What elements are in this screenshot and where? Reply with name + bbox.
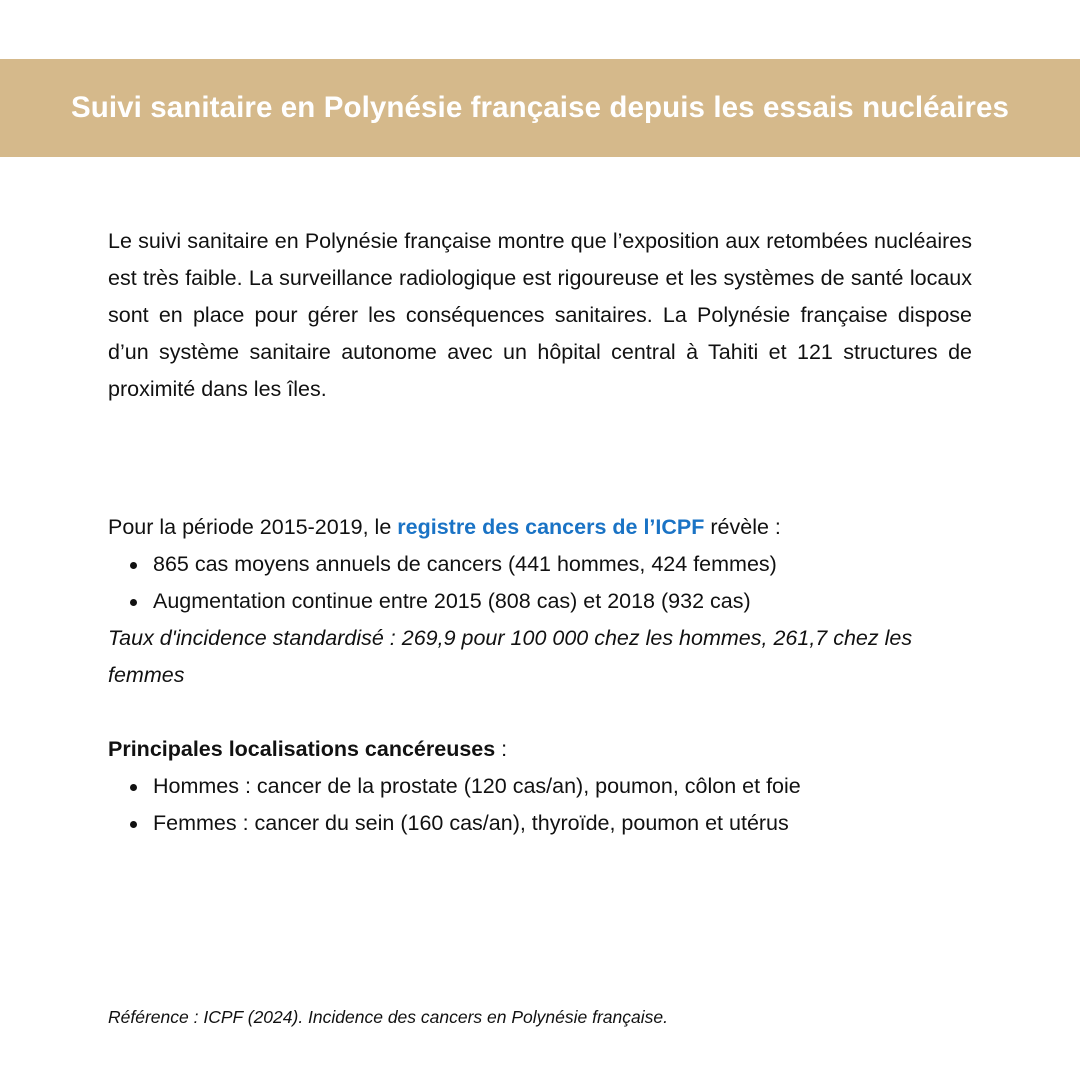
- stats-lead-after: révèle :: [704, 515, 781, 539]
- stats-list: [108, 546, 972, 620]
- incidence-note: Taux d'incidence standardisé : 269,9 pour 100 000 chez les hommes, 261,7 chez les femmes: [108, 626, 913, 687]
- localisations-heading: Principales localisations cancéreuses: [108, 737, 496, 761]
- localisations-section: [108, 731, 972, 842]
- reference-citation: Référence : ICPF (2024). Incidence des cancers en Polynésie française.: [108, 1007, 668, 1027]
- list-item: 865 cas moyens annuels de cancers (441 hommes, 424 femmes): [153, 546, 972, 583]
- localisations-list: [108, 768, 972, 842]
- cancer-stats-section: [108, 509, 972, 694]
- localisations-heading-suffix: :: [495, 737, 508, 761]
- list-item: Hommes : cancer de la prostate (120 cas/an), poumon, côlon et foie: [153, 768, 972, 805]
- stats-lead-before: Pour la période 2015-2019, le: [108, 515, 398, 539]
- header-banner: [0, 59, 1080, 157]
- intro-paragraph: Le suivi sanitaire en Polynésie française montre que l’exposition aux retombées nucléaires est très faible. La surveillance radiologique est rigoureuse et les systèmes de santé locaux sont en place pour gérer les conséquences sanitaires. La Polynésie française dispose d’un système sanitaire autonome avec un hôpital central à Tahiti et 121 structures de proximité dans les îles.: [108, 229, 972, 401]
- registry-link[interactable]: registre des cancers de l’ICPF: [397, 515, 705, 539]
- list-item: Femmes : cancer du sein (160 cas/an), thyroïde, poumon et utérus: [153, 805, 972, 842]
- list-item: Augmentation continue entre 2015 (808 cas) et 2018 (932 cas): [153, 583, 972, 620]
- page-title: Suivi sanitaire en Polynésie française depuis les essais nucléaires: [70, 91, 1010, 124]
- stats-lead: [108, 509, 972, 546]
- localisations-heading-line: [108, 731, 972, 768]
